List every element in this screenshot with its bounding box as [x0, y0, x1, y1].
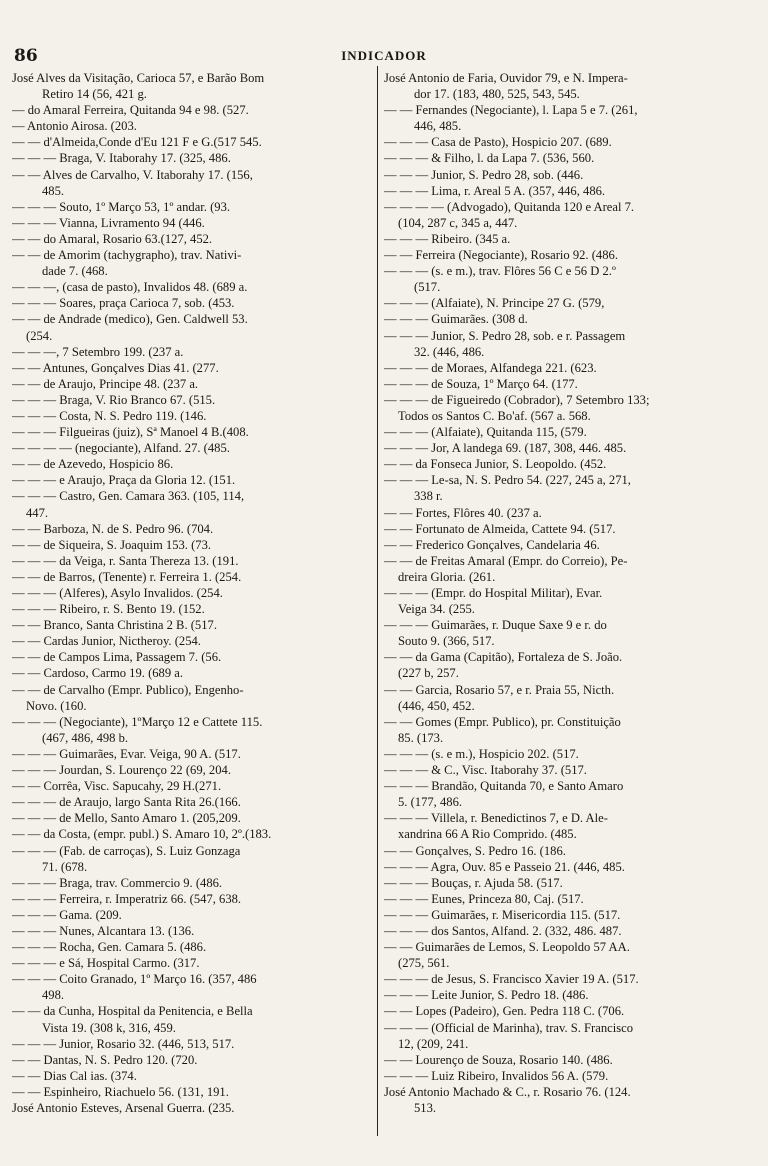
- directory-line: — — Ferreira (Negociante), Rosario 92. (486.: [384, 248, 618, 263]
- directory-line: — — de Azevedo, Hospicio 86.: [12, 457, 174, 472]
- directory-line: — — Fortes, Flôres 40. (237 a.: [384, 505, 542, 520]
- directory-line: — — — (Empr. do Hospital Militar), Evar.: [384, 586, 603, 600]
- directory-line: Retiro 14 (56, 421 g.: [42, 87, 147, 102]
- directory-line: Todos os Santos C. Bo'af. (567 a. 568.: [398, 408, 591, 423]
- directory-line: — — — de Souza, 1º Março 64. (177.: [384, 376, 578, 391]
- directory-line: — — — Guimarães, r. Duque Saxe 9 e r. do: [384, 618, 607, 633]
- directory-line: — — — Souto, 1º Março 53, 1º andar. (93.: [12, 199, 231, 214]
- directory-line: José Antonio Machado & C., r. Rosario 76. (124.: [384, 1084, 631, 1099]
- directory-line: — — Dias Cal ias. (374.: [12, 1068, 137, 1083]
- directory-line: — — —, (casa de pasto), Invalidos 48. (689 a.: [12, 280, 248, 295]
- directory-line: — — de Amorim (tachygrapho), trav. Nativi-: [12, 248, 242, 263]
- directory-line: — — Corrêa, Visc. Sapucahy, 29 H.(271.: [12, 779, 222, 794]
- directory-line: Souto 9. (366, 517.: [398, 634, 495, 649]
- directory-line: — — — de Mello, Santo Amaro 1. (205,209.: [12, 811, 241, 826]
- directory-line: — — Guimarães de Lemos, S. Leopoldo 57 AA.: [384, 940, 630, 955]
- directory-line: — — — Villela, r. Benedictinos 7, e D. Ale-: [384, 811, 608, 826]
- directory-line: 447.: [26, 505, 49, 520]
- directory-line: — — — Jourdan, S. Lourenço 22 (69, 204.: [12, 763, 231, 778]
- directory-line: 446, 485.: [414, 119, 462, 134]
- directory-line: 485.: [42, 183, 65, 198]
- directory-line: — — — & Filho, l. da Lapa 7. (536, 560.: [384, 151, 595, 166]
- directory-line: — do Amaral Ferreira, Quitanda 94 e 98. (527.: [12, 103, 249, 118]
- directory-line: (104, 287 c, 345 a, 447.: [398, 215, 518, 230]
- directory-line: — — — Vianna, Livramento 94 (446.: [12, 215, 205, 230]
- directory-line: — — Fernandes (Negociante), l. Lapa 5 e 7. (261,: [384, 103, 638, 118]
- directory-line: — — — de Figueiredo (Cobrador), 7 Setembro 133;: [384, 392, 650, 407]
- directory-line: — — Gomes (Empr. Publico), pr. Constituição: [384, 714, 621, 729]
- directory-line: 85. (173.: [398, 730, 444, 745]
- directory-line: — — Antunes, Gonçalves Dias 41. (277.: [12, 360, 219, 375]
- directory-line: — — — (Alfaiate), N. Principe 27 G. (579,: [384, 296, 605, 311]
- directory-line: 5. (177, 486.: [398, 795, 463, 810]
- directory-line: — — Dantas, N. S. Pedro 120. (720.: [12, 1052, 198, 1067]
- directory-line: José Alves da Visitação, Carioca 57, e Barão Bom: [12, 71, 265, 85]
- directory-line: — — Gonçalves, S. Pedro 16. (186.: [384, 843, 566, 858]
- directory-line: — — — (Fab. de carroças), S. Luiz Gonzaga: [12, 843, 241, 858]
- left-column: [12, 70, 370, 1116]
- directory-line: — — — Ferreira, r. Imperatriz 66. (547, 638.: [12, 891, 242, 906]
- directory-line: — — — Braga, V. Itaborahy 17. (325, 486.: [12, 151, 231, 166]
- directory-line: — — — Jor, A landega 69. (187, 308, 446. 485.: [384, 441, 627, 456]
- directory-line: — — — Costa, N. S. Pedro 119. (146.: [12, 408, 207, 423]
- directory-line: (254.: [26, 328, 53, 343]
- directory-line: — — — Junior, S. Pedro 28, sob. (446.: [384, 167, 584, 182]
- directory-line: 513.: [414, 1101, 437, 1115]
- directory-line: — — — (s. e m.), Hospicio 202. (517.: [384, 746, 579, 761]
- directory-line: — — —, 7 Setembro 199. (237 a.: [12, 344, 184, 359]
- directory-line: — — — Braga, V. Rio Branco 67. (515.: [12, 392, 216, 407]
- directory-line: — — Barboza, N. de S. Pedro 96. (704.: [12, 521, 214, 536]
- directory-line: — — — dos Santos, Alfand. 2. (332, 486. 487.: [384, 923, 622, 938]
- directory-line: — — de Freitas Amaral (Empr. do Correio), Pe-: [384, 553, 628, 568]
- directory-line: — — de Barros, (Tenente) r. Ferreira 1. (254.: [12, 569, 242, 584]
- directory-line: dade 7. (468.: [42, 264, 108, 279]
- directory-line: — — — Luiz Ribeiro, Invalidos 56 A. (579.: [384, 1068, 609, 1083]
- directory-line: — — — (s. e m.), trav. Flôres 56 C e 56 D 2.º: [384, 264, 616, 279]
- directory-line: — — de Campos Lima, Passagem 7. (56.: [12, 650, 222, 665]
- directory-line: — — Cardoso, Carmo 19. (689 a.: [12, 666, 184, 681]
- directory-line: Novo. (160.: [26, 698, 87, 713]
- directory-line: — — — Rocha, Gen. Camara 5. (486.: [12, 940, 207, 955]
- directory-line: — — — Coito Granado, 1º Março 16. (357, 486: [12, 972, 257, 987]
- directory-line: (227 b, 257.: [398, 666, 459, 681]
- directory-line: José Antonio de Faria, Ouvidor 79, e N. Impera-: [384, 71, 628, 85]
- directory-line: — — — e Araujo, Praça da Gloria 12. (151.: [12, 473, 236, 488]
- directory-line: — — — Junior, S. Pedro 28, sob. e r. Passagem: [384, 328, 626, 343]
- directory-line: — — Lopes (Padeiro), Gen. Pedra 118 C. (706.: [384, 1004, 625, 1019]
- right-column: [384, 70, 756, 1116]
- directory-line: — — — Le-sa, N. S. Pedro 54. (227, 245 a, 271,: [384, 473, 631, 488]
- directory-line: — — — Braga, trav. Commercio 9. (486.: [12, 875, 223, 890]
- directory-line: — — — (Alferes), Asylo Invalidos. (254.: [12, 586, 223, 600]
- directory-line: — — Frederico Gonçalves, Candelaria 46.: [384, 537, 600, 552]
- directory-line: — — — Gama. (209.: [12, 907, 122, 922]
- directory-line: Vista 19. (308 k, 316, 459.: [42, 1020, 176, 1035]
- directory-line: — — — Bouças, r. Ajuda 58. (517.: [384, 875, 563, 890]
- directory-line: — — Fortunato de Almeida, Cattete 94. (517.: [384, 521, 616, 536]
- directory-line: — — — Ribeiro, r. S. Bento 19. (152.: [12, 602, 205, 617]
- directory-line: — — — & C., Visc. Itaborahy 37. (517.: [384, 763, 587, 778]
- directory-line: — — — Lima, r. Areal 5 A. (357, 446, 486.: [384, 183, 606, 198]
- directory-line: — — — Filgueiras (juiz), Sª Manoel 4 B.(408.: [12, 425, 249, 440]
- directory-line: — — da Cunha, Hospital da Penitencia, e Bella: [12, 1004, 253, 1019]
- directory-line: (467, 486, 498 b.: [42, 730, 129, 745]
- directory-line: — — — Brandão, Quitanda 70, e Santo Amaro: [384, 779, 624, 794]
- directory-line: — — — Agra, Ouv. 85 e Passeio 21. (446, 485.: [384, 859, 625, 874]
- directory-line: — — — Guimarães, r. Misericordia 115. (517.: [384, 907, 621, 922]
- directory-line: — — — Leite Junior, S. Pedro 18. (486.: [384, 988, 589, 1003]
- directory-line: — — — Eunes, Princeza 80, Caj. (517.: [384, 891, 584, 906]
- directory-line: — — d'Almeida,Conde d'Eu 121 F e G.(517 545.: [12, 135, 262, 150]
- directory-line: — — — Nunes, Alcantara 13. (136.: [12, 923, 195, 938]
- directory-line: — — — de Jesus, S. Francisco Xavier 19 A. (517.: [384, 972, 639, 987]
- column-divider: [377, 66, 378, 1136]
- directory-line: — Antonio Airosa. (203.: [12, 119, 137, 134]
- directory-line: dreira Gloria. (261.: [398, 569, 496, 584]
- directory-line: — — da Costa, (empr. publ.) S. Amaro 10, 2º.(183.: [12, 827, 272, 842]
- directory-line: — — de Carvalho (Empr. Publico), Engenho-: [12, 682, 244, 697]
- directory-line: — — — de Araujo, largo Santa Rita 26.(166.: [12, 795, 241, 810]
- directory-line: — — Alves de Carvalho, V. Itaborahy 17. (156,: [12, 167, 253, 182]
- directory-line: — — — de Moraes, Alfandega 221. (623.: [384, 360, 597, 375]
- directory-line: — — da Fonseca Junior, S. Leopoldo. (452.: [384, 457, 607, 472]
- directory-line: (275, 561.: [398, 956, 450, 971]
- directory-line: 498.: [42, 988, 65, 1003]
- directory-line: — — Lourenço de Souza, Rosario 140. (486.: [384, 1052, 613, 1067]
- directory-line: — — de Andrade (medico), Gen. Caldwell 53.: [12, 312, 248, 327]
- directory-line: — — — Guimarães. (308 d.: [384, 312, 528, 327]
- directory-line: — — Branco, Santa Christina 2 B. (517.: [12, 618, 217, 633]
- directory-line: — — da Gama (Capitão), Fortaleza de S. João.: [384, 650, 623, 665]
- directory-line: dor 17. (183, 480, 525, 543, 545.: [414, 87, 580, 102]
- directory-line: 338 r.: [414, 489, 443, 504]
- page-title: INDICADOR: [341, 48, 427, 63]
- directory-line: — — do Amaral, Rosario 63.(127, 452.: [12, 231, 213, 246]
- directory-line: Veiga 34. (255.: [398, 602, 475, 617]
- directory-line: — — — Junior, Rosario 32. (446, 513, 517.: [12, 1036, 235, 1051]
- directory-line: — — Garcia, Rosario 57, e r. Praia 55, Nicth.: [384, 682, 615, 697]
- directory-line: 71. (678.: [42, 859, 88, 874]
- directory-line: (446, 450, 452.: [398, 698, 475, 713]
- directory-line: — — — (Official de Marinha), trav. S. Francisco: [384, 1020, 634, 1035]
- directory-line: — — Cardas Junior, Nictheroy. (254.: [12, 634, 201, 649]
- directory-line: — — — e Sá, Hospital Carmo. (317.: [12, 956, 200, 971]
- page-number: 86: [14, 46, 38, 66]
- directory-line: — — — Ribeiro. (345 a.: [384, 231, 511, 246]
- directory-line: 12, (209, 241.: [398, 1036, 469, 1051]
- directory-line: — — — Guimarães, Evar. Veiga, 90 A. (517.: [12, 746, 241, 761]
- directory-line: José Antonio Esteves, Arsenal Guerra. (235.: [12, 1101, 235, 1115]
- directory-line: (517.: [414, 280, 441, 295]
- directory-line: — — — (Negociante), 1ºMarço 12 e Cattete 115.: [12, 714, 263, 729]
- directory-line: — — — (Alfaiate), Quitanda 115, (579.: [384, 425, 587, 440]
- directory-line: — — — Castro, Gen. Camara 363. (105, 114,: [12, 489, 245, 504]
- directory-line: — — — da Veiga, r. Santa Thereza 13. (191.: [12, 553, 239, 568]
- directory-line: — — de Siqueira, S. Joaquim 153. (73.: [12, 537, 212, 552]
- directory-line: — — — Soares, praça Carioca 7, sob. (453.: [12, 296, 235, 311]
- directory-line: — — — — (negociante), Alfand. 27. (485.: [12, 441, 230, 456]
- directory-line: 32. (446, 486.: [414, 344, 485, 359]
- directory-line: — — — — (Advogado), Quitanda 120 e Areal 7.: [384, 199, 635, 214]
- directory-line: xandrina 66 A Rio Comprido. (485.: [398, 827, 577, 842]
- directory-line: — — Espinheiro, Riachuelo 56. (131, 191.: [12, 1084, 229, 1099]
- directory-line: — — — Casa de Pasto), Hospicio 207. (689.: [384, 135, 612, 150]
- directory-line: — — de Araujo, Principe 48. (237 a.: [12, 376, 199, 391]
- page-header: [0, 42, 768, 66]
